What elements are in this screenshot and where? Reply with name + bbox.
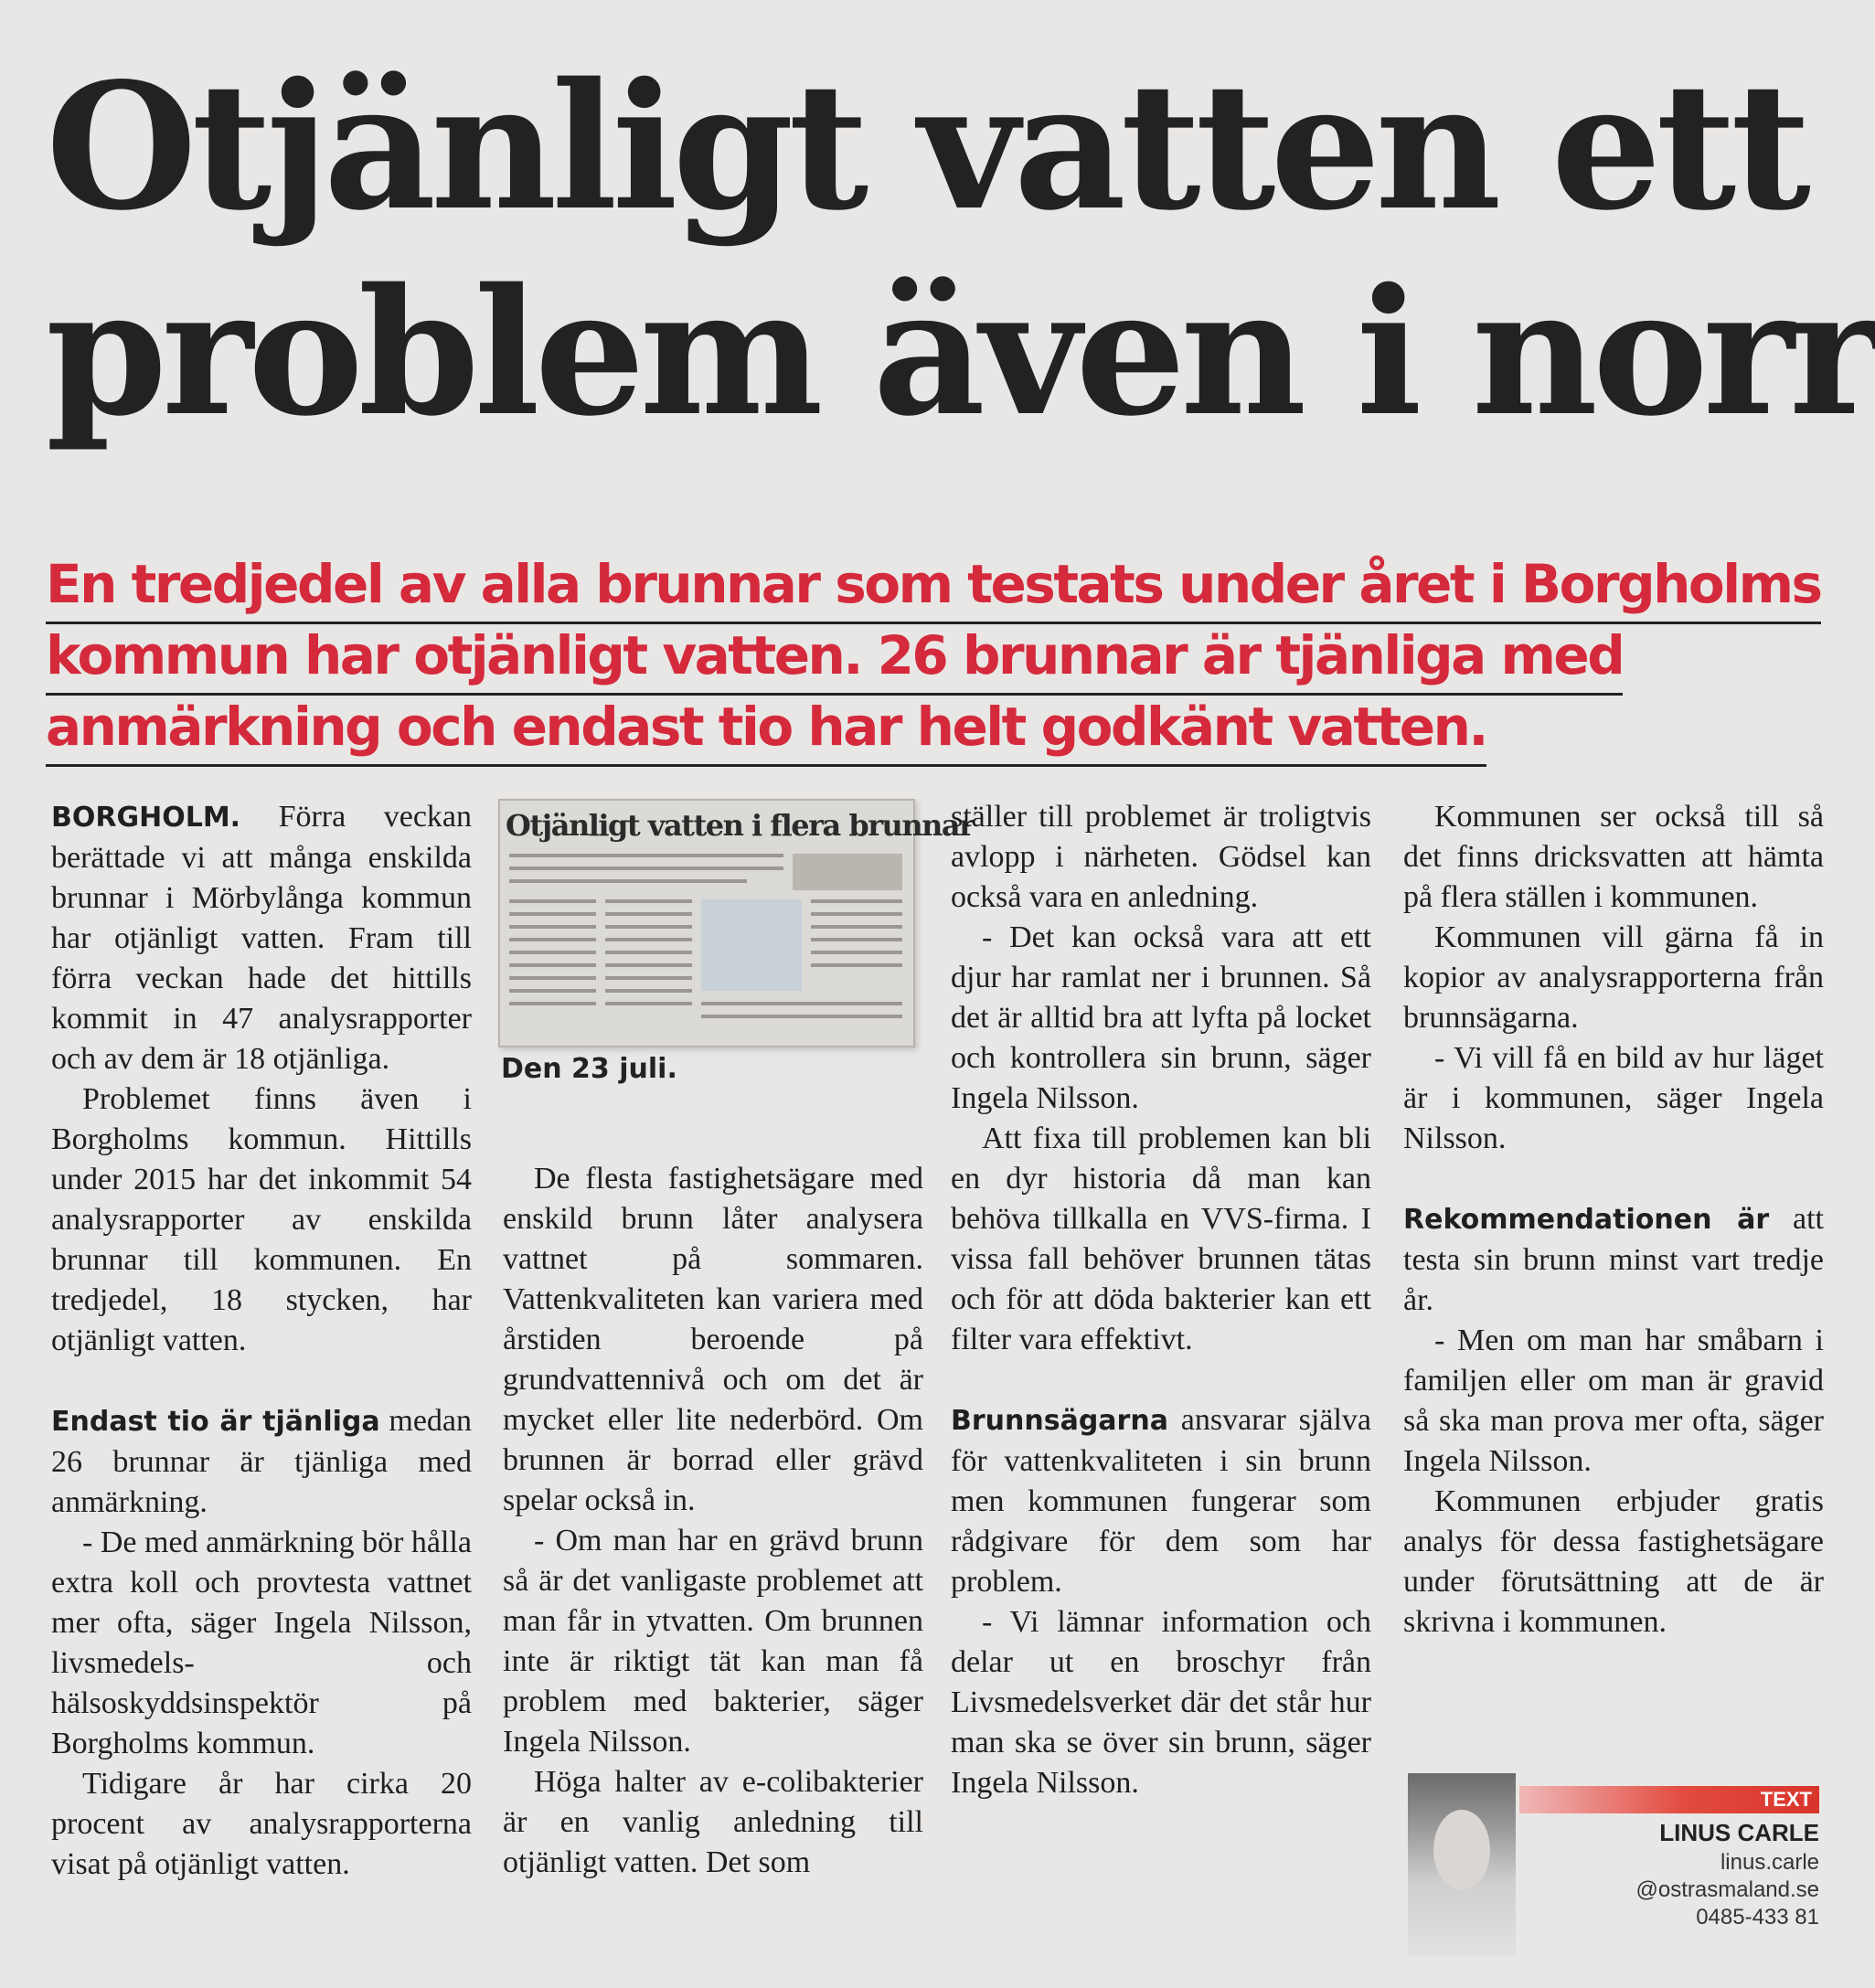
subhead: Endast tio är tjänliga — [51, 1406, 380, 1438]
paragraph: Tidigare år har cirka 20 procent av analysrapporterna visat på otjänligt vatten. — [51, 1767, 472, 1881]
headline-line-2: problem även i norr — [46, 250, 1875, 454]
subhead: Brunnsägarna — [951, 1405, 1168, 1437]
column-3 — [951, 797, 1371, 1803]
ingress — [46, 548, 1821, 762]
paragraph: Rekommendationen är att testa sin brunn minst vart tredje år. — [1403, 1202, 1824, 1317]
paragraph: Endast tio är tjänliga medan 26 brunnar är tjänliga med anmärkning. — [51, 1404, 472, 1519]
byline-tag-bar — [1519, 1786, 1819, 1813]
author-email-2: @ostrasmaland.se — [1635, 1877, 1819, 1902]
paragraph: BORGHOLM. Förra veckan berättade vi att många enskilda brunnar i Mörbylånga kommun har otjänligt vatten. Fram till förra veckan hade det hittills kommit in 47 analysrapporter och av dem är 18 otjänliga. — [51, 800, 472, 1076]
paragraph: Kommunen erbjuder gratis analys för dessa fastighetsägare under förutsättning att de är skrivna i kommunen. — [1403, 1484, 1824, 1639]
earlier-article-thumbnail — [498, 799, 974, 1047]
paragraph: Kommunen ser också till så det finns dricksvatten att hämta på flera ställen i kommunen. — [1403, 800, 1824, 914]
subhead: Rekommendationen är — [1403, 1204, 1770, 1236]
ingress-line-1: En tredjedel av alla brunnar som testats under året i Borgholms — [46, 548, 1821, 624]
paragraph: - Men om man har småbarn i familjen eller om man är gravid så ska man prova mer ofta, säger Ingela Nilsson. — [1403, 1324, 1824, 1478]
thumbnail-title: Otjänligt vatten i flera brunnar — [506, 808, 974, 843]
headline — [46, 44, 1875, 455]
author-phone: 0485-433 81 — [1696, 1905, 1819, 1930]
ingress-line-3: anmärkning och endast tio har helt godkänt vatten. — [46, 691, 1486, 767]
headline-line-1: Otjänligt vatten ett — [46, 45, 1806, 249]
paragraph: De flesta fastighetsägare med enskild brunn låter analysera vattnet på sommaren. Vattenkvaliteten kan variera med årstiden beroende på grundvattennivå och om det är mycket eller lite nederbörd. Om brunnen är borrad eller grävd spelar också in. — [503, 1162, 923, 1517]
paragraph: Brunnsägarna ansvarar själva för vattenkvaliteten i sin brunn men kommunen fungerar som rådgivare för dem som har problem. — [951, 1403, 1371, 1599]
thumbnail-caption: Den 23 juli. — [501, 1053, 677, 1085]
dateline: BORGHOLM. — [51, 802, 241, 834]
byline-tag: TEXT — [1760, 1788, 1812, 1811]
paragraph: Att fixa till problemen kan bli en dyr historia då man kan behöva tillkalla en VVS-firma. I vissa fall behöver brunnen tätas och för att döda bakterier kan ett filter vara effektivt. — [951, 1122, 1371, 1356]
paragraph: - Vi lämnar information och delar ut en broschyr från Livsmedelsverket där det står hur man ska se över sin brunn, säger Ingela Nilsson. — [951, 1605, 1371, 1800]
paragraph: - Det kan också vara att ett djur har ramlat ner i brunnen. Så det är alltid bra att lyfta på locket och kontrollera sin brunn, säger Ingela Nilsson. — [951, 920, 1371, 1115]
column-2 — [503, 1159, 923, 1883]
thumbnail-text-lines — [509, 854, 902, 1037]
byline — [1408, 1773, 1819, 1965]
ingress-line-2: kommun har otjänligt vatten. 26 brunnar är tjänliga med — [46, 620, 1623, 696]
paragraph: - Om man har en grävd brunn så är det vanligaste problemet att man får in ytvatten. Om brunnen inte är riktigt tät kan man få problem med bakterier, säger Ingela Nilsson. — [503, 1524, 923, 1759]
paragraph: Kommunen vill gärna få in kopior av analysrapporterna från brunnsägarna. — [1403, 920, 1824, 1035]
paragraph: - Vi vill få en bild av hur läget är i kommunen, säger Ingela Nilsson. — [1403, 1041, 1824, 1155]
author-email-1: linus.carle — [1720, 1850, 1819, 1875]
paragraph: - De med anmärkning bör hålla extra koll och provtesta vattnet mer ofta, säger Ingela Nilsson, livsmedels- och hälsoskyddsinspektör på Borgholms kommun. — [51, 1526, 472, 1760]
column-1 — [51, 797, 472, 1885]
paragraph: Höga halter av e-colibakterier är en vanlig anledning till otjänligt vatten. Det som — [503, 1765, 923, 1879]
author-name: LINUS CARLE — [1659, 1819, 1819, 1846]
paragraph: Problemet finns även i Borgholms kommun. Hittills under 2015 har det inkommit 54 analysrapporter av enskilda brunnar till kommunen. En tredjedel, 18 stycken, har otjänligt vatten. — [51, 1082, 472, 1357]
paragraph: ställer till problemet är troligtvis avlopp i närheten. Gödsel kan också vara en anledning. — [951, 800, 1371, 914]
column-4 — [1403, 797, 1824, 1642]
author-photo — [1408, 1773, 1516, 1956]
